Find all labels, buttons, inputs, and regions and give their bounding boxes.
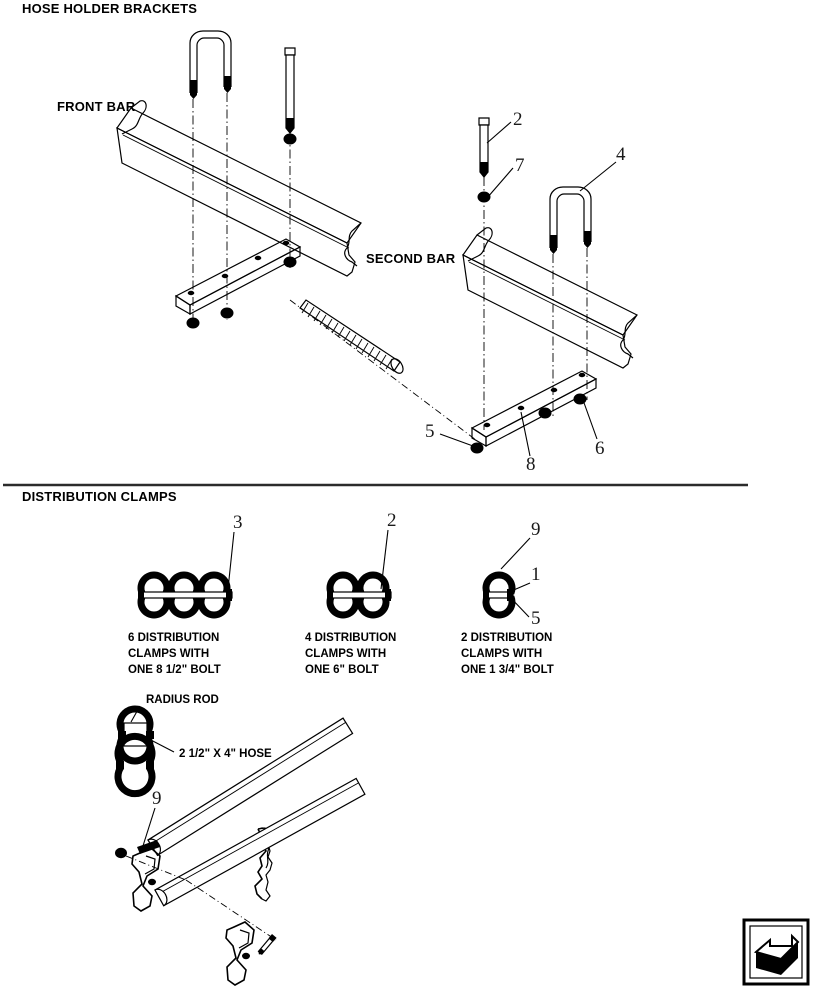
nut-second-b [539, 408, 552, 419]
nut-second-a [471, 443, 484, 454]
hose-label [147, 738, 272, 760]
nut-front-a [187, 318, 200, 329]
radius-rod-detail [116, 709, 154, 794]
callout-number: 3 [233, 512, 243, 533]
svg-text:2 DISTRIBUTION: 2 DISTRIBUTION [461, 632, 553, 644]
label-front-bar: FRONT BAR [57, 99, 136, 114]
nut-front-c [284, 257, 297, 268]
front-bar-beam [117, 101, 361, 276]
centerline-clamp-lower [186, 880, 276, 940]
nut-front-b [221, 308, 234, 319]
callout-number: 4 [616, 144, 626, 165]
clamp-group-6 [138, 512, 243, 615]
second-mounting-plate [472, 371, 596, 446]
svg-text:6 DISTRIBUTION: 6 DISTRIBUTION [128, 632, 220, 644]
callout-number: 6 [595, 438, 605, 459]
threaded-rod [300, 300, 406, 375]
clamp-group-4 [327, 510, 397, 615]
section-title-hose-holder-brackets: HOSE HOLDER BRACKETS [22, 1, 198, 16]
clamp-screw-lower [257, 934, 277, 956]
callout-4-top [580, 144, 626, 191]
svg-text:CLAMPS WITH: CLAMPS WITH [461, 648, 543, 660]
svg-text:4 DISTRIBUTION: 4 DISTRIBUTION [305, 632, 397, 644]
hex-bolt-front [285, 48, 295, 133]
svg-text:ONE 1 3/4" BOLT: ONE 1 3/4" BOLT [461, 664, 554, 676]
callout-number: 2 [513, 109, 523, 130]
u-bolt-front [190, 31, 231, 99]
callout-2-top [487, 109, 523, 143]
callout-number-9-lower: 9 [152, 788, 162, 809]
callout-number-1: 1 [531, 564, 541, 585]
callout-number: 2 [387, 510, 397, 531]
svg-text:2 1/2" X 4" HOSE: 2 1/2" X 4" HOSE [179, 748, 272, 760]
callout-number: 8 [526, 454, 536, 475]
clamp-group-4-caption [305, 632, 396, 676]
hex-bolt-second [479, 118, 489, 177]
callout-number: 5 [425, 421, 435, 442]
clamp-group-2-caption [461, 632, 554, 676]
centerline-rod [290, 300, 476, 440]
svg-text:CLAMPS WITH: CLAMPS WITH [305, 648, 387, 660]
callout-number-9: 9 [531, 519, 541, 540]
svg-text:ONE 6" BOLT: ONE 6" BOLT [305, 664, 379, 676]
third-angle-projection-icon [744, 920, 808, 984]
svg-text:RADIUS ROD: RADIUS ROD [146, 694, 219, 706]
callout-number: 7 [515, 155, 525, 176]
clamp-bolt-head-upper [115, 848, 127, 858]
hose-clamp-lower [226, 922, 254, 985]
front-mounting-plate [176, 239, 300, 314]
u-bolt-second [550, 187, 591, 254]
callout-number-5: 5 [531, 608, 541, 629]
svg-text:ONE 8 1/2" BOLT: ONE 8 1/2" BOLT [128, 664, 221, 676]
clamp-group-2 [483, 519, 541, 629]
label-second-bar: SECOND BAR [366, 251, 456, 266]
section-title-distribution-clamps: DISTRIBUTION CLAMPS [22, 489, 177, 504]
callout-7-top [487, 155, 525, 198]
clamp-group-6-caption [128, 632, 221, 676]
callout-5-top [425, 421, 473, 446]
callout-6-top [583, 400, 605, 459]
svg-text:CLAMPS WITH: CLAMPS WITH [128, 648, 210, 660]
